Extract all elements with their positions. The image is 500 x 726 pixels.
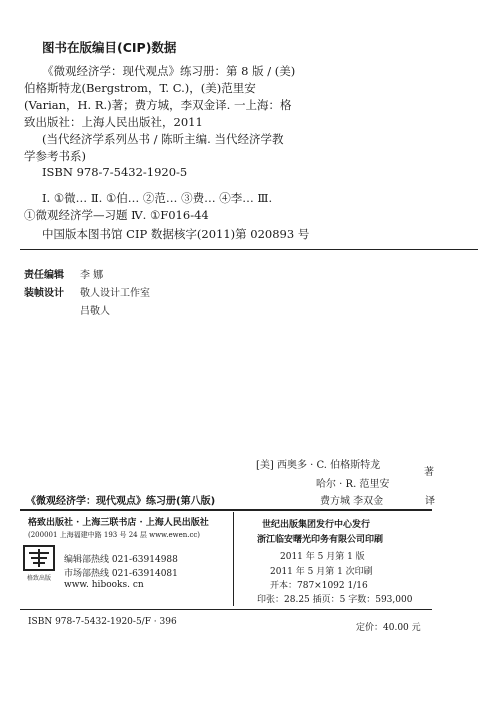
cip-line-4: 致出版社：上海人民出版社，2011 [24, 115, 203, 129]
market-phone: 市场部热线 021-63914081 [64, 569, 178, 579]
design-label: 装帧设计 [24, 288, 64, 299]
sheets: 印张：28.25 插页：5 字数：593,000 [257, 595, 413, 605]
format: 开本：787×1092 1/16 [270, 581, 368, 591]
publisher-name: 格致出版社 · 上海三联书店 · 上海人民出版社 [28, 518, 209, 528]
cip-library-note: 中国版本图书馆 CIP 数据核字(2011)第 020893 号 [42, 227, 310, 241]
design-name-2: 吕敬人 [80, 306, 110, 317]
editorial-phone: 编辑部热线 021-63914988 [64, 555, 178, 565]
cip-line-2: 伯格斯特龙(Bergstrom，T. C.)，(美)范里安 [24, 81, 256, 95]
cip-line-5: (当代经济学系列丛书 / 陈昕主编. 当代经济学教 [42, 132, 284, 146]
colophon-vertical-rule [233, 512, 234, 606]
cip-line-1: 《微观经济学：现代观点》练习册：第 8 版 / (美) [42, 64, 296, 78]
isbn-footer: ISBN 978-7-5432-1920-5/F · 396 [28, 617, 177, 627]
svg-text:格致出版: 格致出版 [26, 575, 52, 582]
book-title: 《微观经济学：现代观点》练习册(第八版) [26, 496, 216, 507]
cip-line-3: (Varian，H. R.)著；费方城，李双金译. 一上海：格 [24, 98, 292, 112]
distributor: 世纪出版集团发行中心发行 [262, 520, 371, 530]
author-line-2: 哈尔 · R. 范里安 [316, 479, 390, 490]
printing: 2011 年 5 月第 1 次印刷 [270, 567, 373, 577]
design-name-1: 敬人设计工作室 [80, 288, 150, 299]
translators: 费方城 李双金 [320, 496, 384, 507]
publisher-address: (200001 上海福建中路 193 号 24 层 www.ewen.cc) [28, 531, 201, 539]
translator-yi: 译 [425, 496, 435, 507]
editor-name: 李 娜 [80, 270, 104, 281]
author-zhu: 著 [424, 467, 434, 478]
colophon-bottom-rule [20, 609, 432, 610]
colophon-top-rule [20, 509, 432, 511]
edition: 2011 年 5 月第 1 版 [280, 552, 365, 562]
price: 定价：40.00 元 [356, 623, 421, 633]
cip-isbn: ISBN 978-7-5432-1920-5 [42, 165, 188, 179]
editor-label: 责任编辑 [24, 270, 64, 281]
cip-line-6: 学参考书系) [24, 149, 86, 163]
cip-classification-1: Ⅰ. ①微… Ⅱ. ①伯… ②范… ③费… ④李… Ⅲ. [42, 191, 273, 205]
cip-heading: 图书在版编目(CIP)数据 [42, 40, 177, 55]
publisher-website: www. hibooks. cn [64, 580, 144, 590]
cip-divider [20, 249, 478, 250]
publisher-logo [23, 545, 55, 583]
cip-classification-2: ①微观经济学—习题 Ⅳ. ①F016-44 [24, 208, 209, 222]
printer: 浙江临安曙光印务有限公司印刷 [257, 535, 384, 545]
author-line-1: [美] 西奥多 · C. 伯格斯特龙 [256, 460, 381, 471]
